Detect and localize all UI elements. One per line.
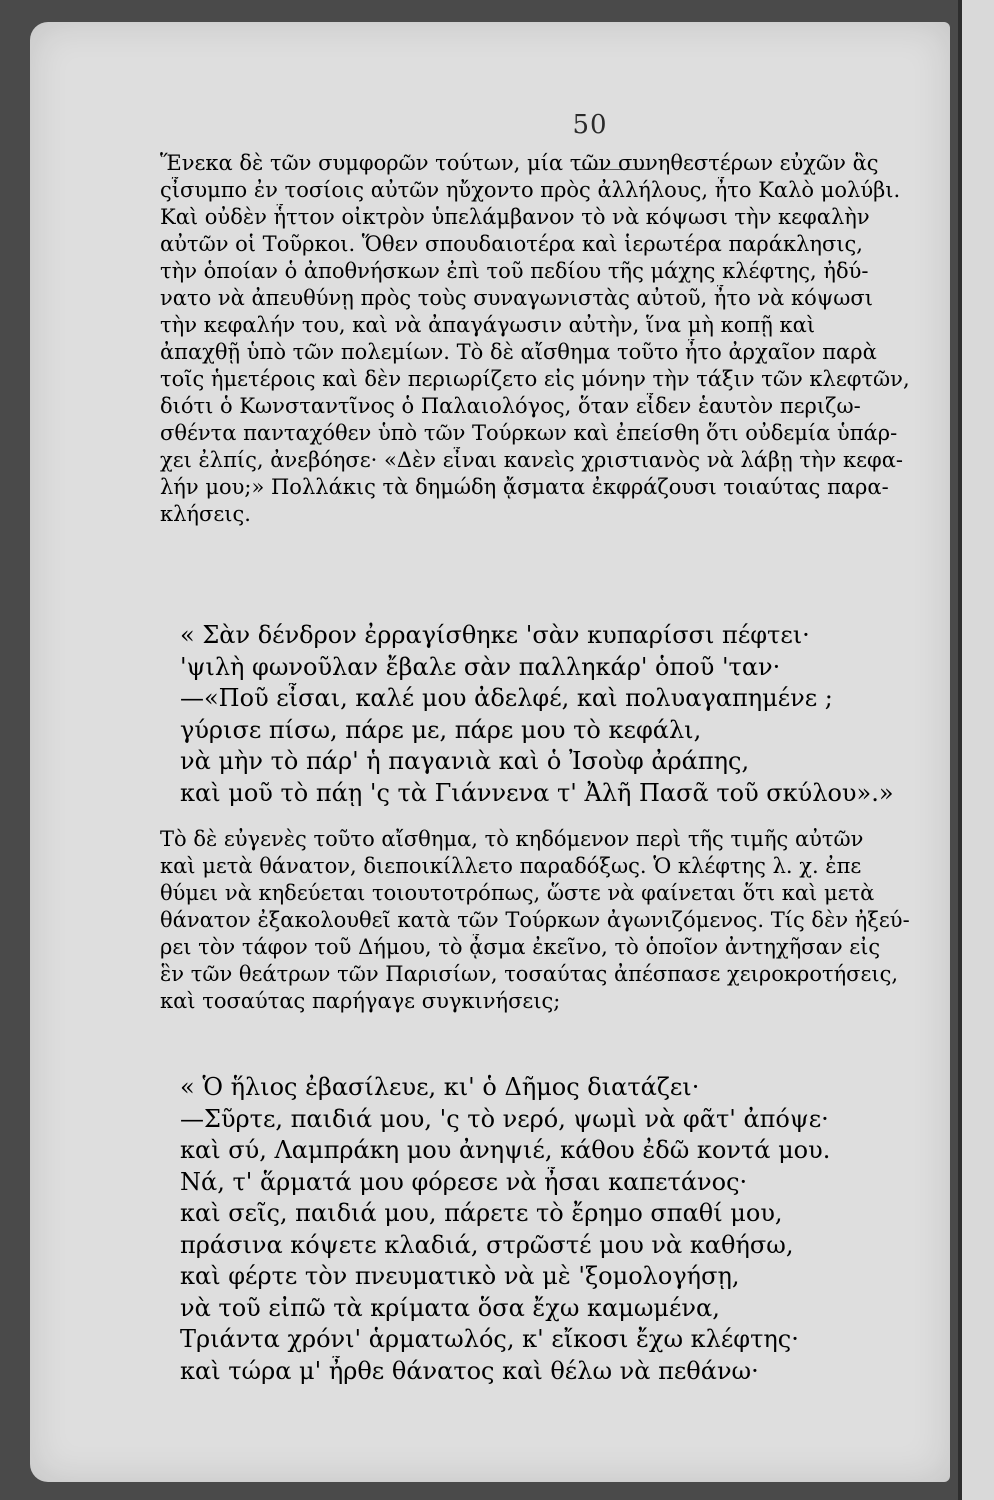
text-line: διότι ὁ Κωνσταντῖνος ὁ Παλαιολόγος, ὅταν εἶδεν ἑαυτὸν περιζω- [160,394,861,418]
verse-line: καὶ μοῦ τὸ πάῃ 'ς τὰ Γιάννενα τ' Ἀλῆ Πασᾶ τοῦ σκύλου».» [180,778,894,807]
text-line: κλήσεις. [160,502,251,526]
verse-2 [180,1072,940,1387]
verse-1 [180,620,940,809]
verse-line: « Σὰν δένδρον ἐρραγίσθηκε 'σὰν κυπαρίσσι πέφτει· [180,621,810,649]
text-line: τὴν ὁποίαν ὁ ἀποθνήσκων ἐπὶ τοῦ πεδίου τῆς μάχης κλέφτης, ἠδύ- [160,259,869,283]
text-line: τὴν κεφαλήν του, καὶ νὰ ἀπαγάγωσιν αὐτὴν, ἵνα μὴ κοπῇ καὶ [160,313,816,337]
text-line: λήν μου;» Πολλάκις τὰ δημώδη ᾄσματα ἐκφράζουσι τοιαύτας παρα- [160,475,889,499]
verse-line: καὶ σύ, Λαμπράκη μου ἀνηψιέ, κάθου ἐδῶ κοντά μου. [180,1136,831,1164]
verse-line: καὶ σεῖς, παιδιά μου, πάρετε τὸ ἔρημο σπαθί μου, [180,1199,783,1227]
text-line: καὶ τοσαύτας παρήγαγε συγκινήσεις; [160,989,561,1013]
text-line: χει ἐλπίς, ἀνεβόησε· «Δὲν εἶναι κανεὶς χριστιανὸς νὰ λάβῃ τὴν κεφα- [160,448,903,472]
text-line: θύμει νὰ κηδεύεται τοιουτοτρόπως, ὥστε νὰ φαίνεται ὅτι καὶ μετὰ [160,881,875,905]
verse-line: νὰ τοῦ εἰπῶ τὰ κρίματα ὅσα ἔχω καμωμένα, [180,1293,720,1322]
verse-line: νὰ μὴν τὸ πάρ' ἡ παγανιὰ καὶ ὁ Ἰσοὺφ ἀράπης, [180,747,750,775]
verse-line: καὶ φέρτε τὸν πνευματικὸ νὰ μὲ 'ξομολογήσῃ, [180,1262,740,1290]
verse-line: γύρισε πίσω, πάρε με, πάρε μου τὸ κεφάλι, [180,715,702,744]
verse-line: —«Ποῦ εἶσαι, καλέ μου ἀδελφέ, καὶ πολυαγαπημένε ; [180,684,833,712]
verse-line: « Ὁ ἥλιος ἐβασίλευε, κι' ὁ Δῆμος διατάζει· [180,1073,700,1101]
text-line: νατο νὰ ἀπευθύνῃ πρὸς τοὺς συναγωνιστὰς αὐτοῦ, ἦτο νὰ κόψωσι [160,286,873,310]
text-line: Τὸ δὲ εὐγενὲς τοῦτο αἴσθημα, τὸ κηδόμενον περὶ τῆς τιμῆς αὐτῶν [160,827,864,851]
verse-line: πράσινα κόψετε κλαδιά, στρῶστέ μου νὰ καθήσω, [180,1230,794,1259]
verse-line: 'ψιλὴ φωνοῦλαν ἔβαλε σὰν παλληκάρ' ὁποῦ 'ταν· [180,652,781,681]
text-line: ἓν τῶν θεάτρων τῶν Παρισίων, τοσαύτας ἀπέσπασε χειροκροτήσεις, [160,962,899,986]
paragraph-1 [160,150,930,528]
verse-line: καὶ τώρα μ' ἦρθε θάνατος καὶ θέλω νὰ πεθάνω· [180,1356,759,1385]
text-line: θάνατον ἐξακολουθεῖ κατὰ τῶν Τούρκων ἀγωνιζόμενος. Τίς δὲν ἠξεύ- [160,908,910,932]
text-line: τοῖς ἡμετέροις καὶ δὲν περιωρίζετο εἰς μόνην τὴν τάξιν τῶν κλεφτῶν, [160,367,910,391]
text-line: σθέντα πανταχόθεν ὑπὸ τῶν Τούρκων καὶ ἐπείσθη ὅτι οὐδεμία ὑπάρ- [160,421,898,445]
text-line: ςἶσυμπο ἐν τοσίοις αὐτῶν ηὔχοντο πρὸς ἀλλήλους, ἦτο Καλὸ μολύβι. [160,178,901,202]
text-line: Ἕνεκα δὲ τῶν συμφορῶν τούτων, μία τῶν συνηθεστέρων εὐχῶν ἃς [160,151,879,175]
verse-line: —Σῦρτε, παιδιά μου, 'ς τὸ νερό, ψωμὶ νὰ φᾶτ' ἀπόψε· [180,1104,829,1133]
text-line: αὐτῶν οἱ Τοῦρκοι. Ὅθεν σπουδαιοτέρα καὶ ἱερωτέρα παράκλησις, [160,232,863,256]
text-line: Καὶ οὐδὲν ἧττον οἰκτρὸν ὑπελάμβανον τὸ νὰ κόψωσι τὴν κεφαλὴν [160,205,870,229]
verse-line: Νά, τ' ἅρματά μου φόρεσε νὰ ἦσαι καπετάνος· [180,1167,748,1196]
text-line: ρει τὸν τάφον τοῦ Δήμου, τὸ ᾆσμα ἐκεῖνο, τὸ ὁποῖον ἀντηχῆσαν εἰς [160,935,881,959]
paragraph-2 [160,826,930,1015]
text-line: καὶ μετὰ θάνατον, διεποικίλλετο παραδόξως. Ὁ κλέφτης λ. χ. ἐπε [160,854,862,878]
text-line: ἀπαχθῇ ὑπὸ τῶν πολεμίων. Τὸ δὲ αἴσθημα τοῦτο ἦτο ἀρχαῖον παρὰ [160,340,877,364]
page-number: 50 [572,110,608,140]
verse-line: Τριάντα χρόνι' ἁρματωλός, κ' εἴκοσι ἔχω κλέφτης· [180,1325,799,1353]
adjacent-page-edge [958,0,994,1500]
